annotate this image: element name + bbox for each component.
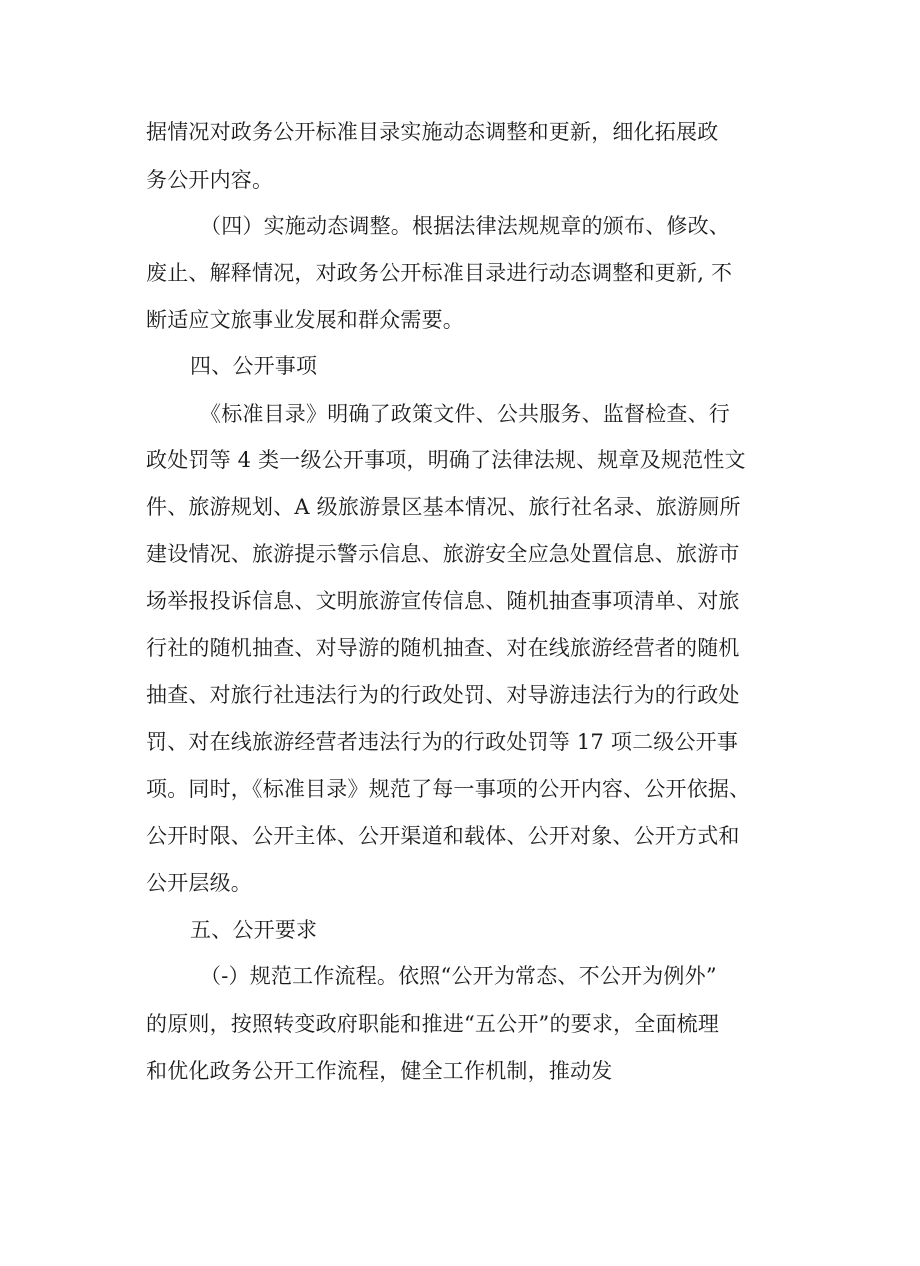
section-heading-disclosure-items: 四、公开事项 [190, 354, 318, 378]
text-line: 公开层级。 [146, 871, 252, 895]
text-line: 断适应文旅事业发展和群众需要。 [146, 308, 464, 332]
text-line: 行社的随机抽查、对导游的随机抽查、对在线旅游经营者的随机 [146, 636, 740, 660]
text-line: 罚、对在线旅游经营者违法行为的行政处罚等 17 项二级公开事 [146, 730, 739, 754]
text-line: 公开时限、公开主体、公开渠道和载体、公开对象、公开方式和 [146, 824, 740, 848]
text-line: 建设情况、旅游提示警示信息、旅游安全应急处置信息、旅游市 [146, 542, 740, 566]
subsection-heading-4: （四）实施动态调整。根据法律法规规章的颁布、修改、 [200, 214, 730, 238]
text-line: 和优化政务公开工作流程，健全工作机制，推动发 [146, 1059, 613, 1083]
subsection-heading-1: （-）规范工作流程。依照“公开为常态、不公开为例外” [200, 964, 717, 988]
text-line: 抽查、对旅行社违法行为的行政处罚、对导游违法行为的行政处 [146, 683, 740, 707]
section-heading-disclosure-requirements: 五、公开要求 [190, 918, 318, 942]
text-line: 据情况对政务公开标准目录实施动态调整和更新，细化拓展政 [146, 120, 719, 144]
text-line: 政处罚等 4 类一级公开事项，明确了法律法规、规章及规范性文 [146, 448, 746, 472]
text-line: 场举报投诉信息、文明旅游宣传信息、随机抽查事项清单、对旅 [146, 589, 740, 613]
text-line: 废止、解释情况，对政务公开标准目录进行动态调整和更新, 不 [146, 261, 733, 285]
text-line: 件、旅游规划、A 级旅游景区基本情况、旅行社名录、旅游厕所 [146, 495, 741, 519]
paragraph-start: 《标准目录》明确了政策文件、公共服务、监督检查、行 [200, 402, 730, 426]
text-line: 务公开内容。 [146, 168, 274, 192]
text-line: 项。同时，《标准目录》规范了每一事项的公开内容、公开依据、 [146, 777, 751, 801]
text-line: 的原则，按照转变政府职能和推进“五公开”的要求，全面梳理 [146, 1012, 720, 1036]
